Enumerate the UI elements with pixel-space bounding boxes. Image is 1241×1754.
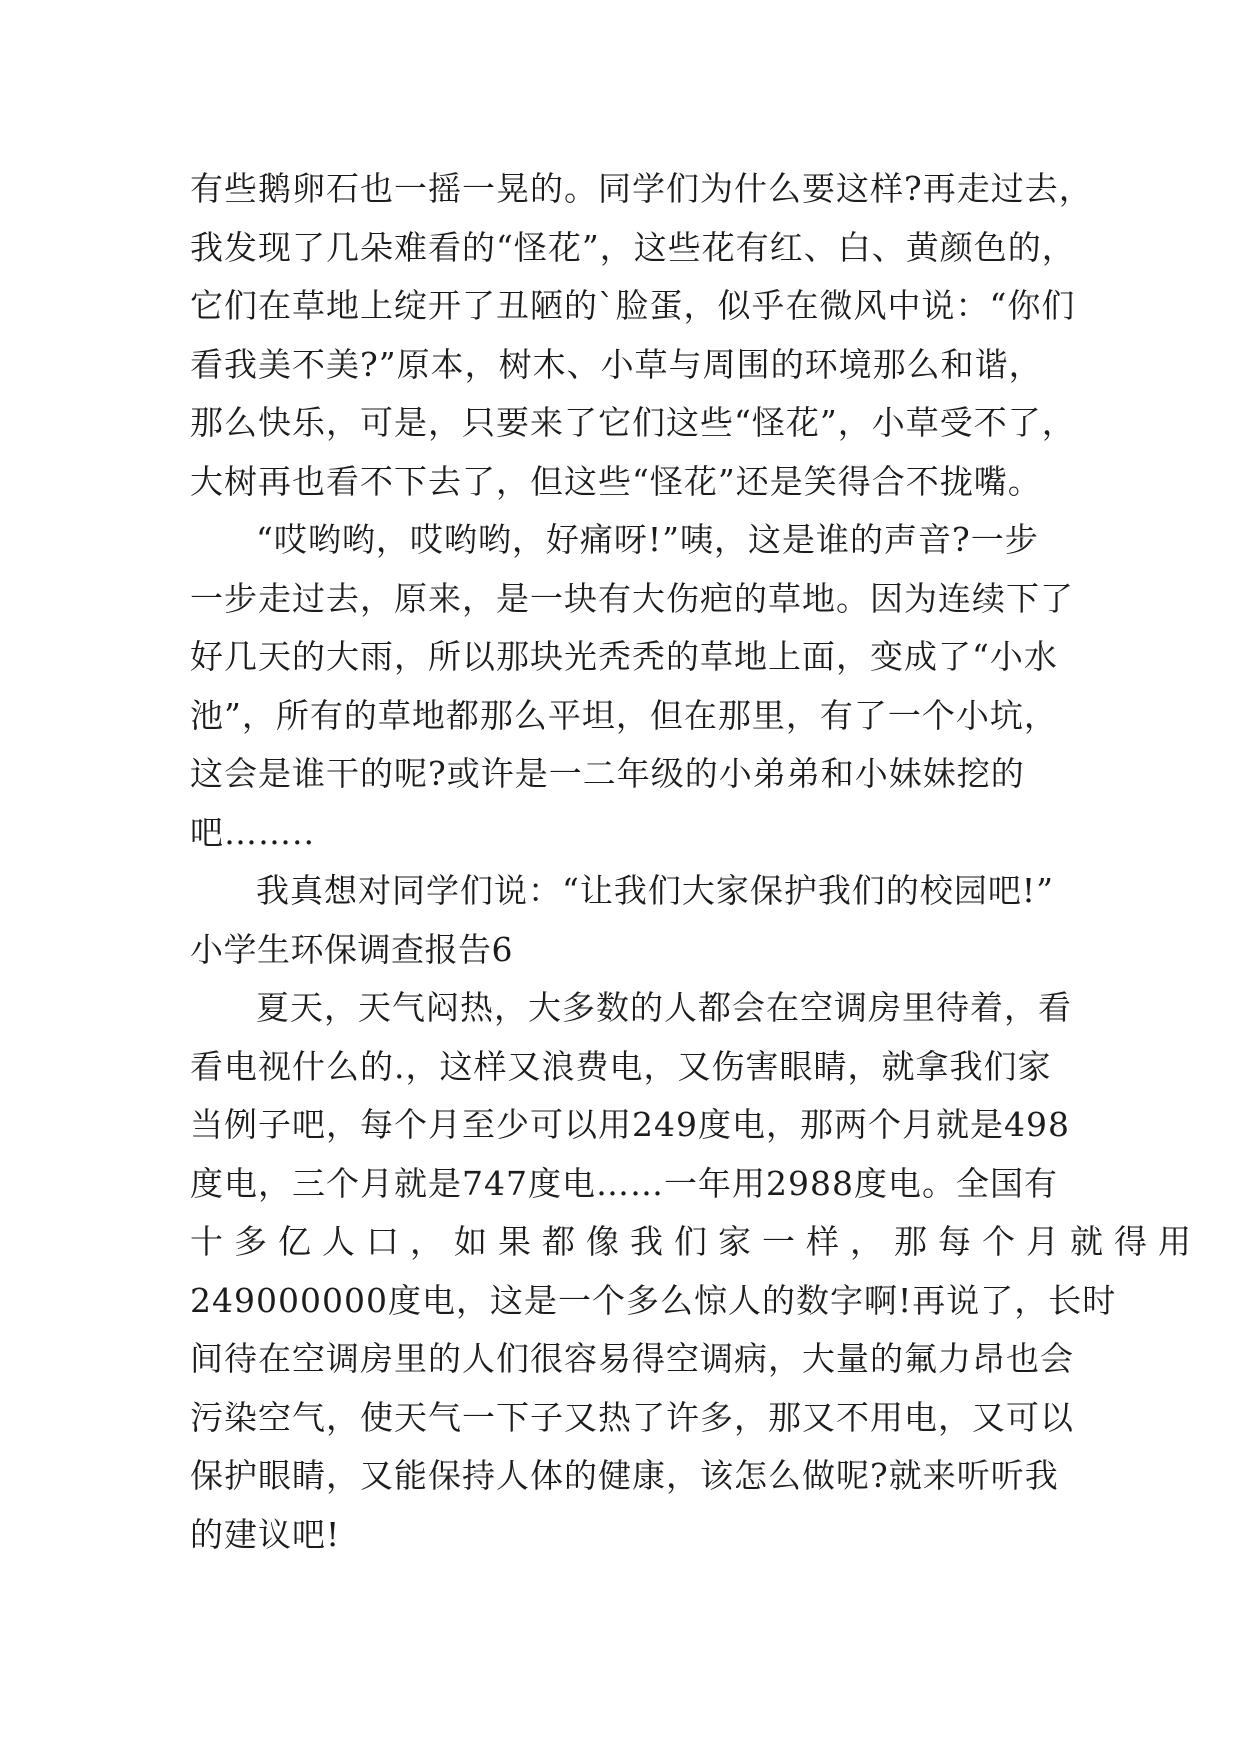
text-line: 一步走过去，原来，是一块有大伤疤的草地。因为连续下了 bbox=[190, 578, 1074, 618]
section-heading: 小学生环保调查报告6 bbox=[190, 929, 513, 969]
text-line: 看电视什么的.，这样又浪费电，又伤害眼睛，就拿我们家 bbox=[190, 1046, 1052, 1086]
text-line: 吧…….. bbox=[190, 812, 315, 852]
text-line: 好几天的大雨，所以那块光秃秃的草地上面，变成了“小水 bbox=[190, 637, 1058, 676]
text-line: 保护眼睛，又能保持人体的健康，该怎么做呢?就来听听我 bbox=[190, 1456, 1059, 1495]
text-line: 有些鹅卵石也一摇一晃的。同学们为什么要这样?再走过去， bbox=[190, 169, 1093, 208]
text-line: 它们在草地上绽开了丑陋的`脸蛋，似乎在微风中说：“你们 bbox=[190, 286, 1076, 325]
text-line: 度电，三个月就是747度电……一年用2988度电。全国有 bbox=[190, 1163, 1058, 1203]
text-line: 大树再也看不下去了，但这些“怪花”还是笑得合不拢嘴。 bbox=[190, 461, 1042, 501]
document-body bbox=[190, 160, 1202, 1564]
text-line: 那么快乐，可是，只要来了它们这些“怪花”，小草受不了， bbox=[190, 403, 1076, 442]
text-line: 十多亿人口，如果都像我们家一样，那每个月就得用 bbox=[190, 1222, 1202, 1261]
text-line: 我发现了几朵难看的“怪花”，这些花有红、白、黄颜色的， bbox=[190, 227, 1076, 267]
text-line: 当例子吧，每个月至少可以用249度电，那两个月就是498 bbox=[190, 1105, 1070, 1144]
text-line: 看我美不美?”原本，树木、小草与周围的环境那么和谐， bbox=[190, 344, 1043, 384]
paragraph-start-line: “哎哟哟，哎哟哟，好痛呀!”咦，这是谁的声音?一步 bbox=[256, 520, 1039, 559]
text-line: 的建议吧! bbox=[190, 1514, 341, 1554]
text-line: 249000000度电，这是一个多么惊人的数字啊!再说了，长时 bbox=[190, 1280, 1117, 1320]
paragraph-start-line: 我真想对同学们说：“让我们大家保护我们的校园吧!” bbox=[256, 871, 1055, 910]
paragraph-start-line: 夏天，天气闷热，大多数的人都会在空调房里待着，看 bbox=[256, 988, 1072, 1027]
text-line: 间待在空调房里的人们很容易得空调病，大量的氟力昂也会 bbox=[190, 1339, 1074, 1378]
text-line: 池”，所有的草地都那么平坦，但在那里，有了一个小坑， bbox=[190, 695, 1058, 735]
text-line: 这会是谁干的呢?或许是一二年级的小弟弟和小妹妹挖的 bbox=[190, 754, 1025, 793]
text-line: 污染空气，使天气一下子又热了许多，那又不用电，又可以 bbox=[190, 1397, 1074, 1437]
